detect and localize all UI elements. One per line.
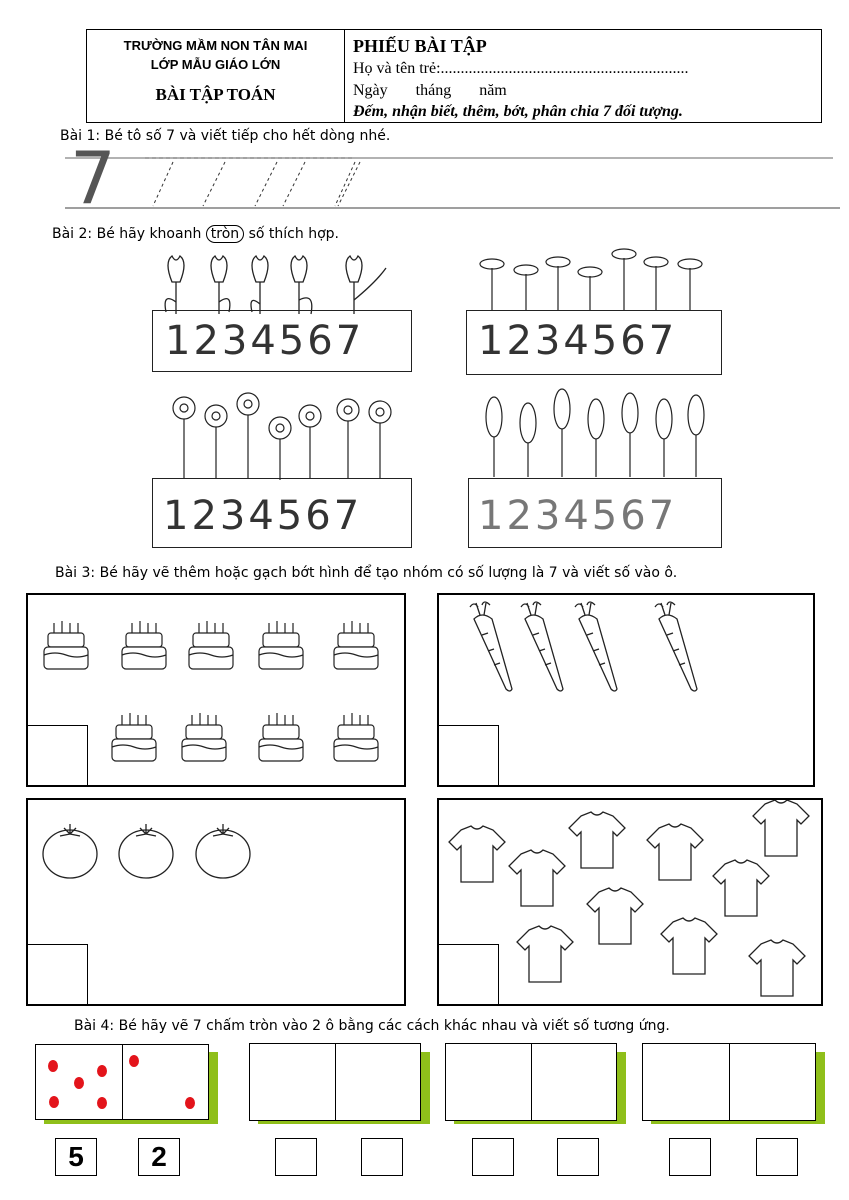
planter-4-digits[interactable]: 1234567: [478, 493, 678, 539]
tulip-flowers: [150, 252, 415, 317]
sheet-title: PHIẾU BÀI TẬP: [353, 36, 487, 56]
task1-digit: 7: [70, 136, 116, 220]
task1-label: Bài 1: Bé tô số 7 và viết tiếp cho hết dòng nhé.: [60, 128, 391, 144]
answer-box-2a[interactable]: [472, 1138, 514, 1176]
answer-box-carrots[interactable]: [439, 725, 499, 785]
header-right: [353, 30, 821, 122]
answer-box-1b[interactable]: [361, 1138, 403, 1176]
school-name: TRƯỜNG MẦM NON TÂN MAI: [123, 38, 308, 53]
answer-box-3a[interactable]: [669, 1138, 711, 1176]
answer-box-tomatoes[interactable]: [28, 944, 88, 1004]
carrots-box: [437, 593, 815, 787]
answer-box-3b[interactable]: [756, 1138, 798, 1176]
class-name: LỚP MẪU GIÁO LỚN: [150, 57, 281, 72]
date-day: Ngày: [353, 82, 388, 99]
topic: Đếm, nhận biết, thêm, bớt, phân chia 7 đối tượng.: [353, 103, 683, 120]
domino-blank-1[interactable]: [249, 1043, 421, 1121]
answer-box-shirts[interactable]: [439, 944, 499, 1004]
planter-2-digits[interactable]: 1234567: [478, 318, 678, 364]
date-line[interactable]: [353, 82, 535, 100]
task4-label: Bài 4: Bé hãy vẽ 7 chấm tròn vào 2 ô bằng các cách khác nhau và viết số tương ứng.: [74, 1018, 670, 1034]
answer-box-1a[interactable]: [275, 1138, 317, 1176]
domino-blank-2[interactable]: [445, 1043, 617, 1121]
date-month: tháng: [415, 82, 452, 99]
date-year: năm: [479, 82, 507, 99]
task2-label-circled: tròn: [206, 225, 244, 243]
domino-blank-3[interactable]: [642, 1043, 816, 1121]
answer-box-cakes[interactable]: [28, 725, 88, 785]
task2-label-before: Bài 2: Bé hãy khoanh: [52, 226, 202, 242]
task2-label: [52, 226, 339, 242]
star-flowers: [160, 388, 410, 480]
planter-3-digits[interactable]: 1234567: [163, 493, 363, 539]
header-box: [86, 29, 822, 123]
subject-title: BÀI TẬP TOÁN: [155, 85, 276, 104]
shirts-box: [437, 798, 823, 1006]
name-line[interactable]: Họ và tên trẻ:..............................................................: [353, 60, 689, 77]
header-left: [87, 30, 345, 122]
cakes-box: [26, 593, 406, 787]
example-right-number: 2: [138, 1138, 180, 1176]
task2-label-after: số thích hợp.: [248, 226, 339, 242]
answer-box-2b[interactable]: [557, 1138, 599, 1176]
task1-writing-line[interactable]: [55, 150, 845, 215]
example-left-number: 5: [55, 1138, 97, 1176]
tomatoes-box: [26, 798, 406, 1006]
domino-example: [35, 1044, 209, 1120]
red-dots: [36, 1045, 208, 1119]
lavender-flowers: [474, 385, 724, 480]
task3-label: Bài 3: Bé hãy vẽ thêm hoặc gạch bớt hình để tạo nhóm có số lượng là 7 và viết số vào ô.: [55, 565, 678, 581]
planter-1-digits[interactable]: 1234567: [165, 318, 365, 364]
daisy-flowers: [470, 244, 720, 314]
